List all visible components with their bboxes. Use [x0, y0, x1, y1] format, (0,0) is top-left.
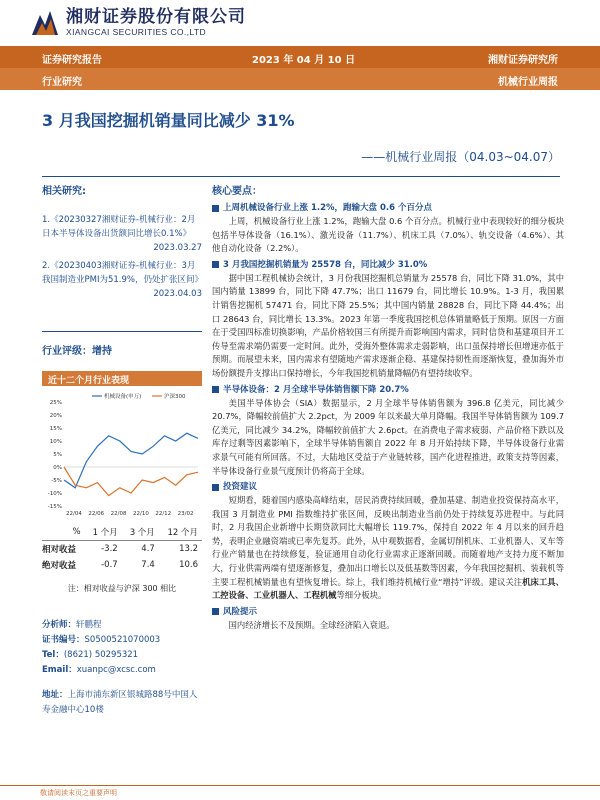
tel-number: (8621) 50295321: [63, 650, 139, 660]
report-type: 证券研究报告: [42, 55, 102, 66]
y-tick-label: -15%: [47, 504, 62, 510]
section-body: 美国半导体协会（SIA）数据显示，2 月全球半导体销售额为 396.8 亿美元，同比减少 20.7%，降幅较前值扩大 2.2pct，为 2009 年以来最大单月降幅。我国半导体销售额为 109.7 亿美元，同比减少 34.2%，降幅较前值扩大 2.6pct。在消费电子需求疲弱、产品价格下跌以及库存过剩等因素影响下，全球半导体销售额自 2022 年 8 月开始持续下降，半导体设备行业需求景气可能有所回落。不过，大陆地区受益于产业链转移，国产化进程推进，政策支持等因素，半导体设备行业景气度预计仍将高于全球。: [212, 397, 564, 476]
row-label: 绝对收益: [42, 561, 77, 571]
y-tick-label: 5%: [53, 452, 62, 458]
section-weekly-market: [212, 201, 564, 256]
address: [42, 688, 202, 718]
section-body: 国内经济增长不及预期。全球经济陷入衰退。: [228, 619, 395, 630]
sidebar: [42, 182, 202, 718]
report-category-band: [0, 68, 600, 90]
cell: 13.2: [179, 544, 198, 554]
chart-header: 近十二个月行业表现: [42, 371, 202, 386]
logo-name-en: XIANGCAI SECURITIES CO.,LTD: [66, 27, 207, 37]
cert-label: 证书编号：: [42, 635, 85, 645]
analyst-name: 轩鹏程: [76, 620, 102, 630]
section-investment-advice: [212, 480, 564, 603]
email-link[interactable]: xuanpc@xcsc.com: [76, 665, 156, 675]
cell: 4.7: [141, 544, 155, 554]
logo-mark-icon: [30, 9, 60, 37]
cell: 7.4: [141, 560, 155, 570]
advice-text: 短期看，随着国内感染高峰结束，居民消费持续回暖，叠加基建、制造业投资保持高水平，我国 3 月制造业 PMI 指数维持扩张区间，反映出制造业当前仍处于持续复苏进程中。与此同时，2 月我国企业新增中长期贷款同比大幅增长 119.7%，保持自 2022 年 4 月以来的回升趋势，表明企业融资端或已率先复苏。此外，从中观数据看，金属切削机床、工业机器人、叉车等行业产销量也在持续修复，验证通用自动化行业需求正逐渐回暖。而随着地产支持力度不断加大，行业供需两端有望逐渐修复，叠加出口增长以及低基数等因素，今年我国挖掘机、装载机等主要工程机械销量也有望恢复增长。综上，我们维持机械行业“增持”评级。建议关注: [212, 495, 564, 587]
report-info-band: [0, 46, 600, 68]
core-points-heading: 核心要点：: [212, 186, 262, 197]
perf-header-12m: 12 个月: [159, 524, 202, 541]
bullet-icon: [212, 484, 219, 491]
title-divider: [42, 176, 560, 177]
x-tick-label: 23/02: [177, 511, 194, 517]
section-title: 风险提示: [223, 606, 258, 617]
table-row: [42, 557, 202, 573]
x-tick-label: 22/10: [133, 511, 149, 517]
y-tick-label: -10%: [47, 491, 62, 497]
perf-header-1m: 1 个月: [85, 524, 122, 541]
related-research-heading: 相关研究:: [42, 186, 86, 197]
address-label: 地址：: [42, 690, 68, 700]
related-item-title[interactable]: 2.《20230403湘财证券-机械行业：3月我国制造业PMI为51.9%，仍处扩张区间》: [42, 261, 203, 285]
y-tick-label: 15%: [49, 426, 62, 432]
section-body: 据中国工程机械协会统计，3 月份我国挖掘机总销量为 25578 台，同比下降 31.0%，其中国内销量 13899 台，同比下降 47.7%；出口 11679 台，同比增长 10.9%。1-3 月，我国累计销售挖掘机 57471 台，同比下降 25.5%；其中国内销量 28828 台，同比下降 44.4%；出口 28643 台，同比增长 13.3%。2023 年第一季度我国挖机总体销量略低于预期。原因一方面在于受国四标准切换影响，产品价格较国三有所提升而影响国内需求，同时信贷和基建项目开工传导至需求端仍需要一定时间。此外，受海外整体需求走弱影响，出口虽保持增长但增速亦低于预期。而展望未来，国内需求有望随地产需求逐渐企稳、基建保持韧性而逐渐恢复，叠加海外市场份额提升支撑出口保持增长，今年我国挖机销量降幅仍有望持续收窄。: [212, 272, 564, 378]
cell: -3.2: [101, 544, 118, 554]
footer-disclaimer: 敬请阅读末页之重要声明: [40, 789, 117, 797]
perf-header-3m: 3 个月: [122, 524, 159, 541]
page-title: 3 月我国挖掘机销量同比减少 31%: [42, 111, 295, 130]
section-title: 投资建议: [223, 482, 258, 493]
footer-divider: [0, 785, 600, 786]
advice-highlight: 机床工具、工控设备、工业机器人、工程机械: [212, 576, 564, 601]
section-title: 半导体设备：2 月全球半导体销售额下降 20.7%: [223, 384, 409, 395]
advice-tail: 等细分板块。: [336, 590, 387, 601]
y-tick-label: 0%: [53, 465, 62, 471]
bullet-icon: [212, 205, 219, 212]
section-risk: [212, 605, 564, 633]
x-tick-label: 22/06: [88, 511, 105, 517]
y-tick-label: -5%: [51, 478, 62, 484]
related-item-date: 2023.04.03: [153, 289, 202, 299]
cell: -0.7: [101, 560, 118, 570]
perf-header-unit: %: [42, 524, 85, 541]
cell: 10.6: [179, 560, 198, 570]
bullet-icon: [212, 608, 219, 615]
chart-legend: [92, 392, 186, 400]
bullet-icon: [212, 386, 219, 393]
related-item-date: 2023.03.27: [153, 243, 202, 253]
y-tick-label: 20%: [49, 413, 62, 419]
legend-machinery: 机械设备(申万): [104, 394, 142, 400]
analyst-info: [42, 618, 202, 678]
bullet-icon: [212, 261, 219, 268]
email-label: Email：: [42, 665, 77, 675]
performance-chart: [42, 388, 202, 518]
performance-table: [42, 524, 202, 573]
section-body: 上周，机械设备行业上涨 1.2%，跑输大盘 0.6 个百分点。机械行业中表现较好的细分板块包括半导体设备（16.1%）、激光设备（11.7%）、机床工具（7.0%）、轨交设备（4.6%）、其他自动化设备（2.2%）。: [212, 216, 564, 254]
related-item-title[interactable]: 1.《20230327湘财证券-机械行业：2月日本半导体设备出货额同比增长0.1%》: [42, 215, 196, 239]
table-row: [42, 541, 202, 558]
company-logo: [30, 8, 246, 37]
x-tick-label: 22/04: [66, 511, 82, 517]
address-value: 上海市浦东新区银城路88号中国人寿金融中心10楼: [42, 690, 198, 715]
y-tick-label: 10%: [49, 439, 62, 445]
tel-label: Tel：: [42, 650, 64, 660]
x-tick-label: 22/08: [110, 511, 127, 517]
section-semiconductor: [212, 383, 564, 479]
section-title: 3 月我国挖掘机销量为 25578 台，同比减少 31.0%: [223, 259, 428, 270]
section-body: [212, 494, 564, 603]
related-item[interactable]: [42, 259, 202, 301]
report-date: 2023 年 04 月 10 日: [252, 55, 356, 66]
section-title: 上周机械设备行业上涨 1.2%，跑输大盘 0.6 个百分点: [223, 203, 433, 213]
cert-number: S0500521070003: [84, 635, 161, 645]
row-label: 相对收益: [42, 545, 77, 555]
related-item[interactable]: [42, 213, 202, 255]
x-tick-label: 22/12: [155, 511, 172, 517]
y-tick-label: 25%: [49, 400, 62, 406]
analyst-name-label: 分析师：: [42, 620, 77, 630]
legend-csi300: 沪深300: [164, 394, 186, 400]
page-subtitle: ——机械行业周报（04.03~04.07）: [361, 150, 560, 164]
research-institute: 湘财证券研究所: [488, 55, 558, 66]
research-category: 行业研究: [42, 77, 82, 88]
section-excavator-sales: [212, 258, 564, 381]
logo-name-cn: 湘财证券股份有限公司: [66, 7, 246, 27]
industry-rating: 行业评级：增持: [42, 331, 202, 357]
related-research-list: [42, 213, 202, 301]
main-content: [212, 182, 564, 632]
table-note: 注：相对收益与沪深 300 相比: [67, 584, 177, 593]
report-series: 机械行业周报: [498, 77, 558, 88]
